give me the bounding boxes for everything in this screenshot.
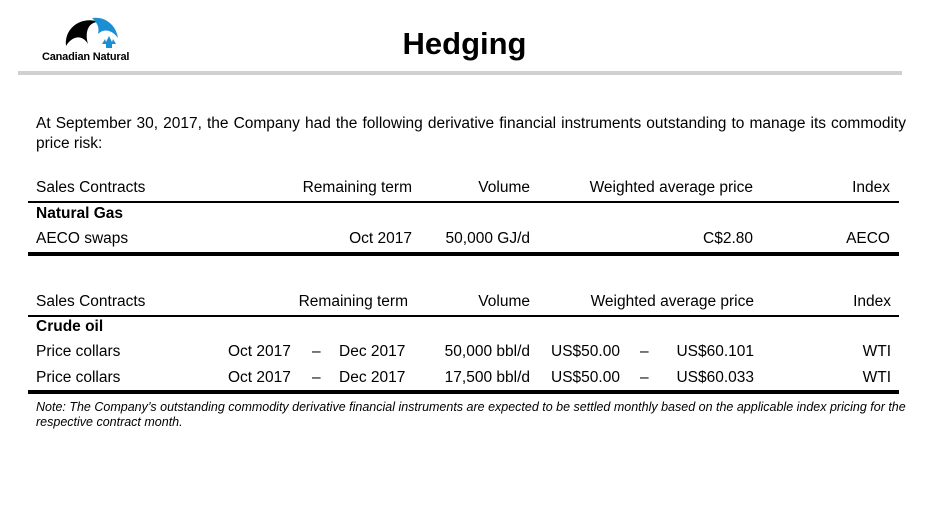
title-divider [18, 71, 902, 75]
volume: 17,500 bbl/d [444, 369, 530, 386]
header-index: Index [852, 179, 890, 196]
header-remaining-term: Remaining term [302, 179, 412, 196]
term-dash: – [312, 343, 321, 360]
header-weighted-average-price: Weighted average price [589, 179, 753, 196]
page-title: Hedging [402, 26, 527, 61]
remaining-term: Oct 2017 [349, 230, 412, 247]
index: AECO [846, 230, 890, 247]
term-dash: – [312, 369, 321, 386]
header-sales-contracts: Sales Contracts [36, 293, 146, 310]
header-volume: Volume [478, 179, 530, 196]
term-start: Oct 2017 [228, 369, 291, 386]
contract-name: AECO swaps [36, 230, 129, 247]
index: WTI [862, 343, 891, 360]
header-divider [28, 201, 899, 203]
header-volume: Volume [478, 293, 530, 310]
term-start: Oct 2017 [228, 343, 291, 360]
logo-text: Canadian Natural [42, 51, 130, 63]
weighted-average-price: C$2.80 [703, 230, 753, 247]
term-end: Dec 2017 [339, 369, 406, 386]
volume: 50,000 GJ/d [445, 230, 530, 247]
intro-paragraph: At September 30, 2017, the Company had the following derivative financial instruments outstanding to manage its commodity price risk: [36, 115, 906, 152]
price-dash: – [640, 343, 649, 360]
index: WTI [862, 369, 891, 386]
price-ceiling: US$60.033 [676, 369, 754, 386]
header-weighted-average-price: Weighted average price [590, 293, 754, 310]
price-ceiling: US$60.101 [676, 343, 754, 360]
header-remaining-term: Remaining term [298, 293, 408, 310]
header-sales-contracts: Sales Contracts [36, 179, 146, 196]
price-floor: US$50.00 [551, 343, 620, 360]
table-bottom-rule [28, 252, 899, 256]
footnote: Note: The Company’s outstanding commodity derivative financial instruments are expected to be settled monthly based on the applicable index pricing for the respective contract month. [36, 400, 906, 429]
contract-name: Price collars [36, 369, 121, 386]
section-label-natural-gas: Natural Gas [36, 205, 124, 222]
table-bottom-rule [28, 390, 899, 394]
term-end: Dec 2017 [339, 343, 406, 360]
header-index: Index [853, 293, 891, 310]
header-divider [28, 315, 899, 317]
section-label-crude-oil: Crude oil [36, 318, 104, 335]
contract-name: Price collars [36, 343, 121, 360]
price-dash: – [640, 369, 649, 386]
price-floor: US$50.00 [551, 369, 620, 386]
volume: 50,000 bbl/d [444, 343, 530, 360]
